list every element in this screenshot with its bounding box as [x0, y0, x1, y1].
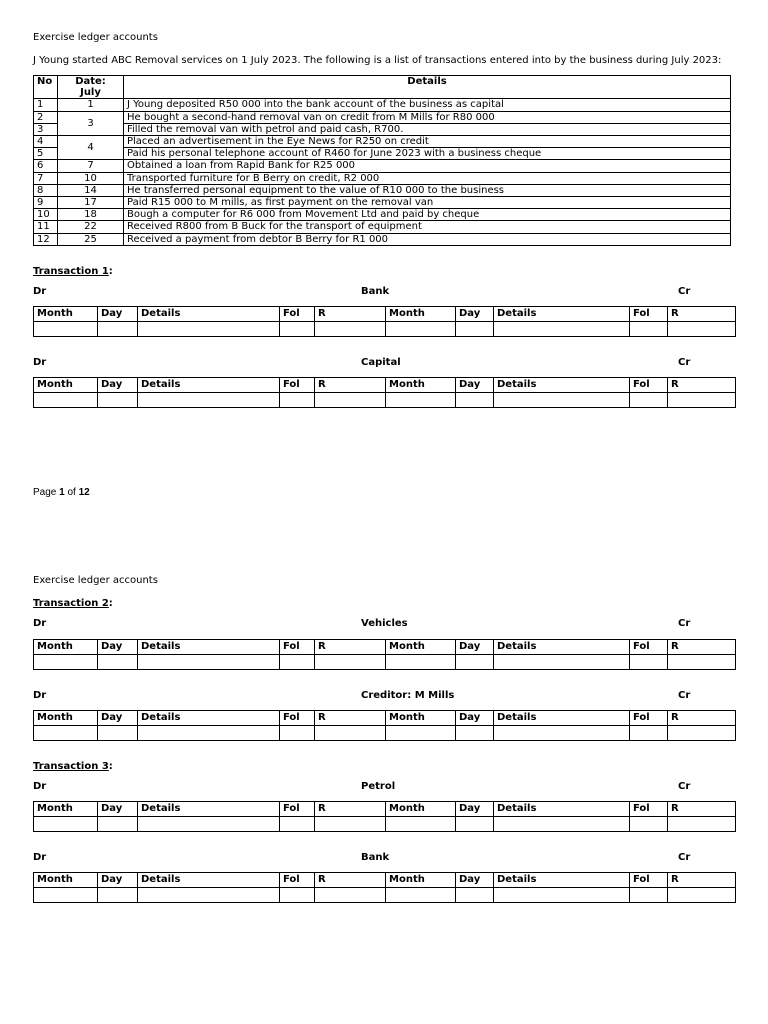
ledger-table-vehicles	[33, 639, 736, 670]
ledger-column-header: Day	[456, 802, 494, 817]
ledger-column-header: Details	[494, 711, 630, 726]
account-name: Petrol	[361, 781, 396, 792]
ledger-table-petrol	[33, 801, 736, 832]
page-footer: Page 1 of 12	[33, 487, 90, 498]
ledger-column-header: Details	[138, 711, 280, 726]
ledger-column-header: Details	[138, 640, 280, 655]
cr-label: Cr	[678, 618, 691, 629]
ledger-column-header: Fol	[630, 802, 668, 817]
intro-text: J Young started ABC Removal services on 1 July 2023. The following is a list of transactions entered into by the business during July 2023:	[33, 55, 722, 66]
ledger-column-header: Fol	[280, 307, 315, 322]
row-day: 18	[58, 209, 124, 221]
ledger-column-header: Month	[34, 640, 98, 655]
header-no: No	[34, 76, 58, 99]
ledger-column-header: Fol	[630, 307, 668, 322]
cr-label: Cr	[678, 690, 691, 701]
row-day: 7	[58, 160, 124, 172]
ledger-column-header: R	[668, 307, 736, 322]
row-no: 5	[34, 148, 58, 160]
ledger-column-header: Details	[494, 802, 630, 817]
table-row	[34, 209, 731, 221]
transactions-table	[33, 75, 731, 246]
ledger-header-row	[34, 378, 736, 393]
table-row	[34, 172, 731, 184]
row-day: 17	[58, 197, 124, 209]
ledger-column-header: Fol	[280, 873, 315, 888]
table-row	[34, 233, 731, 245]
dr-label: Dr	[33, 357, 47, 368]
row-details: Placed an advertisement in the Eye News for R250 on credit	[124, 136, 731, 148]
ledger-column-header: Day	[98, 802, 138, 817]
ledger-column-header: Month	[34, 711, 98, 726]
cr-label: Cr	[678, 286, 691, 297]
ledger-column-header: Fol	[280, 378, 315, 393]
row-details: Obtained a loan from Rapid Bank for R25 000	[124, 160, 731, 172]
ledger-column-header: Day	[456, 640, 494, 655]
ledger-column-header: R	[315, 378, 386, 393]
row-no: 2	[34, 111, 58, 123]
row-details: He transferred personal equipment to the value of R10 000 to the business	[124, 184, 731, 196]
cr-label: Cr	[678, 357, 691, 368]
row-day: 3	[58, 111, 124, 135]
ledger-column-header: R	[668, 640, 736, 655]
ledger-column-header: Month	[34, 802, 98, 817]
header-details: Details	[124, 76, 731, 99]
row-no: 10	[34, 209, 58, 221]
ledger-blank-row	[34, 726, 736, 741]
table-row	[34, 148, 731, 160]
row-details: Paid his personal telephone account of R460 for June 2023 with a business cheque	[124, 148, 731, 160]
transaction-2-heading: Transaction 2:	[33, 598, 113, 609]
table-row	[34, 123, 731, 135]
row-details: Received a payment from debtor B Berry for R1 000	[124, 233, 731, 245]
row-day: 1	[58, 99, 124, 111]
ledger-blank-row	[34, 393, 736, 408]
ledger-column-header: Day	[456, 307, 494, 322]
ledger-column-header: Month	[34, 378, 98, 393]
row-details: Filled the removal van with petrol and paid cash, R700.	[124, 123, 731, 135]
transaction-1-heading: Transaction 1:	[33, 266, 113, 277]
row-day: 22	[58, 221, 124, 233]
ledger-column-header: Details	[494, 640, 630, 655]
table-row	[34, 197, 731, 209]
ledger-column-header: Fol	[630, 640, 668, 655]
ledger-column-header: Day	[98, 711, 138, 726]
ledger-column-header: Fol	[280, 640, 315, 655]
table-row	[34, 99, 731, 111]
table-row	[34, 160, 731, 172]
row-details: Bough a computer for R6 000 from Movement Ltd and paid by cheque	[124, 209, 731, 221]
ledger-column-header: Day	[456, 711, 494, 726]
ledger-column-header: Month	[34, 873, 98, 888]
ledger-column-header: R	[315, 802, 386, 817]
table-row	[34, 221, 731, 233]
ledger-column-header: Day	[98, 640, 138, 655]
ledger-column-header: R	[668, 711, 736, 726]
ledger-column-header: Day	[98, 307, 138, 322]
account-header-petrol	[33, 781, 735, 795]
ledger-column-header: R	[315, 873, 386, 888]
ledger-blank-row	[34, 888, 736, 903]
row-day: 14	[58, 184, 124, 196]
transaction-3-heading: Transaction 3:	[33, 761, 113, 772]
ledger-column-header: Fol	[630, 873, 668, 888]
ledger-column-header: Fol	[630, 711, 668, 726]
row-no: 7	[34, 172, 58, 184]
ledger-column-header: R	[668, 378, 736, 393]
row-day: 4	[58, 136, 124, 160]
ledger-column-header: R	[668, 873, 736, 888]
ledger-header-row	[34, 711, 736, 726]
ledger-column-header: Day	[98, 378, 138, 393]
ledger-table-bank	[33, 306, 736, 337]
ledger-column-header: Month	[386, 873, 456, 888]
ledger-column-header: Month	[386, 802, 456, 817]
row-no: 9	[34, 197, 58, 209]
row-no: 11	[34, 221, 58, 233]
row-no: 4	[34, 136, 58, 148]
ledger-column-header: Month	[386, 378, 456, 393]
account-name: Creditor: M Mills	[361, 690, 455, 701]
account-name: Bank	[361, 852, 390, 863]
row-details: Paid R15 000 to M mills, as first payment on the removal van	[124, 197, 731, 209]
table-row	[34, 111, 731, 123]
cr-label: Cr	[678, 852, 691, 863]
row-no: 8	[34, 184, 58, 196]
row-day: 10	[58, 172, 124, 184]
ledger-column-header: Details	[138, 378, 280, 393]
dr-label: Dr	[33, 852, 47, 863]
account-header-vehicles	[33, 618, 735, 632]
account-header-capital	[33, 357, 735, 371]
ledger-column-header: Details	[138, 307, 280, 322]
table-header-row	[34, 76, 731, 99]
ledger-column-header: Details	[494, 307, 630, 322]
ledger-blank-row	[34, 322, 736, 337]
account-header-creditor-mills	[33, 690, 735, 704]
ledger-blank-row	[34, 817, 736, 832]
ledger-column-header: Month	[386, 307, 456, 322]
account-name: Capital	[361, 357, 401, 368]
ledger-table-capital	[33, 377, 736, 408]
ledger-column-header: Day	[456, 378, 494, 393]
ledger-column-header: Day	[98, 873, 138, 888]
page-title: Exercise ledger accounts	[33, 32, 158, 43]
account-name: Vehicles	[361, 618, 408, 629]
ledger-table-bank-2	[33, 872, 736, 903]
ledger-column-header: Details	[494, 378, 630, 393]
ledger-column-header: Details	[138, 873, 280, 888]
table-row	[34, 184, 731, 196]
ledger-column-header: Month	[386, 711, 456, 726]
row-details: J Young deposited R50 000 into the bank account of the business as capital	[124, 99, 731, 111]
ledger-column-header: Details	[138, 802, 280, 817]
row-details: Received R800 from B Buck for the transport of equipment	[124, 221, 731, 233]
row-details: He bought a second-hand removal van on credit from M Mills for R80 000	[124, 111, 731, 123]
dr-label: Dr	[33, 781, 47, 792]
row-details: Transported furniture for B Berry on credit, R2 000	[124, 172, 731, 184]
ledger-column-header: Details	[494, 873, 630, 888]
ledger-column-header: Day	[456, 873, 494, 888]
ledger-column-header: Fol	[280, 802, 315, 817]
row-no: 3	[34, 123, 58, 135]
dr-label: Dr	[33, 690, 47, 701]
ledger-column-header: Fol	[630, 378, 668, 393]
ledger-column-header: Fol	[280, 711, 315, 726]
account-header-bank-2	[33, 852, 735, 866]
dr-label: Dr	[33, 286, 47, 297]
dr-label: Dr	[33, 618, 47, 629]
ledger-column-header: R	[315, 640, 386, 655]
ledger-header-row	[34, 802, 736, 817]
account-header-bank	[33, 286, 735, 300]
table-row	[34, 136, 731, 148]
ledger-column-header: Month	[34, 307, 98, 322]
ledger-column-header: R	[315, 711, 386, 726]
ledger-column-header: R	[668, 802, 736, 817]
ledger-header-row	[34, 307, 736, 322]
ledger-column-header: R	[315, 307, 386, 322]
row-no: 6	[34, 160, 58, 172]
row-no: 12	[34, 233, 58, 245]
header-date: Date: July	[58, 76, 124, 99]
ledger-blank-row	[34, 655, 736, 670]
ledger-header-row	[34, 873, 736, 888]
ledger-table-creditor-mills	[33, 710, 736, 741]
cr-label: Cr	[678, 781, 691, 792]
account-name: Bank	[361, 286, 390, 297]
page-2-title: Exercise ledger accounts	[33, 575, 158, 586]
ledger-column-header: Month	[386, 640, 456, 655]
row-day: 25	[58, 233, 124, 245]
row-no: 1	[34, 99, 58, 111]
ledger-header-row	[34, 640, 736, 655]
